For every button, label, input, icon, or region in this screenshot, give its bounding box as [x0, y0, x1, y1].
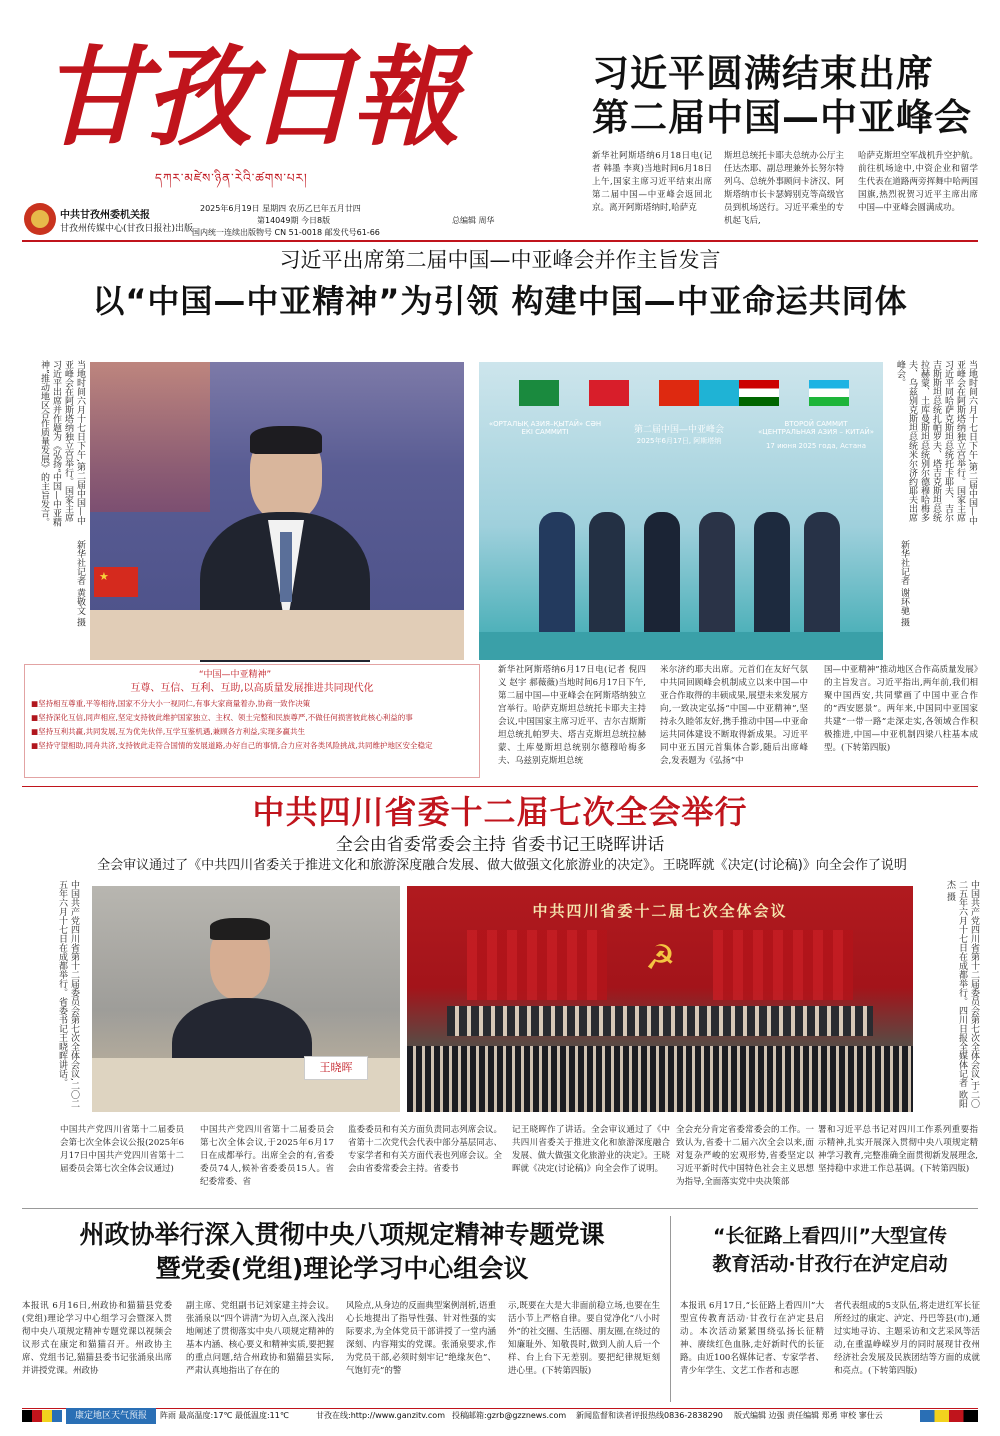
lead-left-credit: 新华社记者 黄敬文 摄 [75, 540, 85, 627]
backdrop-text-right: ВТОРОЙ САММИТ «ЦЕНТРАЛЬНАЯ АЗИЯ – КИТАЙ» [757, 420, 874, 436]
stage-floor [479, 632, 883, 660]
leader-3 [644, 512, 680, 632]
sichuan-col-5: 全会充分肯定省委常委会的工作。一致认为,省委十二届六次全会以来,面对复杂严峻的宏观形势,省委坚定以习近平新时代中国特色社会主义思想为指导,全面落实党中央决策部 [676, 1125, 814, 1187]
longmarch-headline-line-2: 教育活动·甘孜行在泸定启动 [712, 1253, 948, 1275]
flag-tajikistan [739, 380, 779, 406]
top-headline-line-1: 习近平圆满结束出席 [592, 52, 934, 95]
issue-codes: 国内统一连续出版物号 CN 51-0018 邮发代号61-66 [192, 228, 380, 237]
backdrop-text-center-sub: 2025年6月17日, 阿斯塔纳 [636, 437, 722, 445]
cppcc-headline-line-2: 暨党委(党组)理论学习中心组会议 [155, 1254, 529, 1283]
footer-color-strip-right [920, 1410, 978, 1422]
flag-china [659, 380, 699, 406]
speaker-tie [280, 532, 292, 602]
leader-5 [754, 512, 790, 632]
photo-backdrop-red [90, 362, 210, 512]
leader-4 [699, 512, 735, 632]
masthead-divider [22, 240, 978, 242]
lead-right-credit: 新华社记者 谢环驰 摄 [899, 540, 909, 627]
backdrop-text-left: «ОРТАЛЫҚ АЗИЯ–ҚЫТАЙ» СӘН ЕКІ САММИТІ [488, 420, 602, 436]
cppcc-col-3: 风险点,从身边的反面典型案例剖析,语重心长地提出了指导性强、针对性强的实际要求,为全体党员干部讲授了一堂内涵深刻、内容翔实的党课。张涌泉要求,作为党员干部,必须时刻牢记“绝缘灰色”、气饱钉壳”的警 [346, 1301, 496, 1376]
audience-rows [407, 1046, 913, 1112]
sichuan-left-caption: 中国共产党四川省第十二届委员会第七次全体会议,二〇二五年六月十七日在成都举行。省委书记王晓晖讲话。 [57, 880, 79, 1108]
chief-editor: 总编辑 周华 [452, 216, 495, 225]
longmarch-col-1: 本报讯 6月17日,“长征路上看四川”大型宣传教育活动·甘孜行在泸定县启动。本次活动紧紧围绕弘扬长征精神、赓续红色血脉,走好新时代的长征路。由近100名媒体记者、专家学者、青少年学生、文艺工作者和志愿 [680, 1301, 824, 1376]
issue-number: 第14049期 今日8版 [257, 216, 331, 225]
lead-body-col-1: 新华社阿斯塔纳6月17日电(记者 倪四义 赵宇 郝薇薇)当地时间6月17日下午,第二届中国—中亚峰会在阿斯塔纳独立宫举行。哈萨克斯坦总统托卡耶夫主持会议,中国国家主席习近平、吉尔吉斯斯坦总统扎帕罗夫、塔吉克斯坦总统拉赫蒙、土库曼斯坦总统别尔德穆哈梅多夫、乌兹别克斯坦总统 [498, 665, 646, 766]
flag-kazakhstan [699, 380, 739, 406]
sichuan-photo-right [407, 886, 913, 1112]
weather-forecast: 阵雨 最高温度:17℃ 最低温度:11℃ [160, 1411, 289, 1420]
lead-photo-right [479, 362, 883, 660]
cppcc-headline-line-1: 州政协举行深入贯彻中央八项规定精神专题党课 [79, 1220, 605, 1249]
cppcc-col-1: 本报讯 6月16日,州政协和猫猫县党委(党组)理论学习中心组学习会暨深入贯彻中央八项规定精神专题党课以视频会议形式在康定和猫猫召开。州政协主席、党组书记,猫猫县委书记张涌泉出席并讲授党课。州政协 [22, 1301, 172, 1376]
footer-website: 甘孜在线:http://www.ganzitv.com [316, 1411, 445, 1420]
lead-divider [22, 786, 978, 787]
sichuan-col-1: 中国共产党四川省第十二届委员会第七次全体会议公报(2025年6月17日中国共产党四川省第十二届委员会第七次全体会议通过) [60, 1125, 184, 1174]
spirit-box-item: ■坚持深化互信,同声相应,坚定支持彼此维护国家独立、主权、领土完整和民族尊严,不做任何损害彼此核心利益的事 [31, 713, 413, 722]
spirit-box-item: ■坚持相互尊重,平等相待,国家不分大小一视同仁,有事大家商量着办,协商一致作决策 [31, 699, 311, 708]
spirit-box-title: “中国—中亚精神” [198, 670, 272, 680]
top-story-col-2: 斯坦总统托卡耶夫总统办公厅主任达杰耶、副总理兼外长努尔特列乌、总统外事顾问卡济汉、阿斯塔纳市长卡瑟姆别克等高级官员到机场送行。习近平乘坐的专机起飞后, [724, 151, 844, 226]
top-story-headline [592, 52, 992, 140]
speaker2-hair [210, 918, 270, 940]
spirit-box-item: ■坚持守望相助,同舟共济,支持彼此走符合国情的发展道路,办好自己的事情,合力应对各类风险挑战,共同维护地区安全稳定 [31, 741, 433, 750]
sichuan-banner: 中共四川省委十二届七次全体会议 [532, 902, 788, 920]
weather-label: 康定地区天气预报 [66, 1408, 156, 1424]
sichuan-col-4: 记王晓晖作了讲话。全会审议通过了《中共四川省委关于推进文化和旅游深度融合发展、做大做强文化旅游业的决定》。王晓晖就《决定(讨论稿)》向全会作了说明。 [512, 1125, 670, 1174]
masthead-tibetan: དཀར་མཛེས་ཉིན་རེའི་ཚགས་པར། [155, 171, 308, 185]
issue-date: 2025年6月19日 星期四 农历乙巳年五月廿四 [200, 204, 361, 213]
spirit-box-item: ■坚持互利共赢,共同发展,互为优先伙伴,互学互鉴机遇,兼顾各方利益,实现多赢共生 [31, 727, 306, 736]
lead-headline: 以“中国—中亚精神”为引领 构建中国—中亚命运共同体 [92, 282, 908, 320]
lead-left-caption: 当地时间六月十七日下午,第二届中国—中亚峰会在阿斯塔纳独立宫举行。国家主席习近平出席并作题为《弘扬“中国—中亚精神”推动地区合作质量发展》的主旨发言。 [39, 360, 85, 527]
spirit-item-4: 坚持守望相助,同舟共济,支持彼此走符合国情的发展道路,办好自己的事情,合力应对各类风险挑战,共同维护地区安全稳定 [38, 741, 433, 750]
lead-photo-left [90, 362, 464, 660]
sichuan-headline: 中共四川省委十二届七次全会举行 [252, 793, 748, 831]
lead-right-caption: 当地时间六月十七日下午,第二届中国—中亚峰会在阿斯塔纳独立宫举行。国家主席习近平同哈萨克斯坦总统托卡耶夫、吉尔吉斯斯坦总统扎帕罗夫、塔吉克斯坦总统拉赫蒙、土库曼斯坦总统别尔德穆哈梅多夫、乌兹别克斯坦总统米尔济约耶夫出席峰会。 [895, 360, 977, 525]
leader-1 [539, 512, 575, 632]
footer-hotline: 新闻监督和读者评报热线0836-2838290 [576, 1411, 723, 1420]
lead-body-col-2: 米尔济约耶夫出席。元首们在友好气氛中共同回顾峰会机制成立以来中国—中亚合作取得的丰硕成果,展望未来发展方向,一致决定弘扬“中国—中亚精神”,坚持永久睦邻友好,携手推动中国—中亚命运共同体建设不断取得新成果。习近平同中亚五国元首集体合影,随后出席峰会,发表题为《弘扬“中 [660, 665, 808, 766]
hall-flags-left [467, 930, 607, 1000]
org-emblem-inner [31, 210, 49, 228]
sichuan-col-6: 署和习近平总书记对四川工作系列重要指示精神,扎实开展深入贯彻中央八项规定精神学习教育,完整准确全面贯彻新发展理念,坚持稳中求进工作总基调。(下转第四版) [818, 1125, 978, 1174]
backdrop-text-right-sub: 17 июня 2025 года, Астана [765, 442, 867, 450]
party-emblem-icon: ☭ [645, 938, 676, 978]
speaker-hair [250, 426, 322, 454]
spirit-box [24, 664, 480, 778]
longmarch-headline-line-1: “长征路上看四川”大型宣传 [713, 1225, 947, 1247]
backdrop-text-center: 第二届中国—中亚峰会 [633, 425, 724, 435]
desk [90, 610, 464, 660]
spirit-item-2: 坚持深化互信,同声相应,坚定支持彼此维护国家独立、主权、领土完整和民族尊严,不做任何损害彼此核心利益的事 [38, 713, 413, 722]
footer-color-strip-left [22, 1410, 62, 1422]
flag-turkmenistan [519, 380, 559, 406]
sichuan-col-3: 监委委员和有关方面负责同志列席会议。省第十二次党代会代表中部分基层同志、专家学者和有关方面代表也列席会议。全会由省委常委会主持。省委书 [348, 1125, 502, 1174]
lead-body-col-3: 国—中亚精神”推动地区合作高质量发展》的主旨发言。习近平指出,两年前,我们相聚中国西安,共同擘画了中国中亚合作的“西安愿景”。两年来,中国同中亚国家共建“一带一路”走深走实,各领域合作积极推进,中国—中亚机制四梁八柱基本成型。(下转第四版) [824, 665, 978, 753]
top-story-col-3: 哈萨克斯坦空军战机升空护航。前往机场途中,中资企业和留学生代表在道路两旁挥舞中哈两国国旗,热烈祝贺习近平主席出席中国—中亚峰会圆满成功。 [858, 151, 978, 213]
longmarch-headline [680, 1222, 980, 1278]
column-divider [670, 1216, 671, 1402]
sichuan-deck: 全会审议通过了《中共四川省委关于推进文化和旅游深度融合发展、做大做强文化旅游业的决定》。王晓晖就《决定(讨论稿)》向全会作了说明 [97, 858, 907, 873]
sichuan-subhead: 全会由省委常委会主持 省委书记王晓晖讲话 [335, 835, 665, 855]
sichuan-right-caption: 中国共产党四川省第十二届委员会第七次全体会议,于二〇二五年六月十七日在成都举行。四川日报全媒体记者 欧阳杰 摄 [945, 880, 979, 1108]
flag-uzbekistan [809, 380, 849, 406]
presidium-rows [447, 1006, 873, 1036]
spirit-item-3: 坚持互利共赢,共同发展,互为优先伙伴,互学互鉴机遇,兼顾各方利益,实现多赢共生 [38, 727, 306, 736]
china-flag-star: ★ [99, 570, 109, 583]
org-line-1: 中共甘孜州委机关报 [60, 210, 150, 221]
hall-flags-right [713, 930, 853, 1000]
footer-email: 投稿邮箱:gzrb@gzznews.com [452, 1411, 567, 1420]
org-line-2: 甘孜州传媒中心(甘孜日报社)出版 [60, 224, 194, 234]
sichuan-photo-left [92, 886, 400, 1112]
footer-editors: 版式编辑 边强 责任编辑 郑勇 审校 寥仕云 [734, 1411, 883, 1420]
longmarch-col-2: 者代表组成的5支队伍,将走进红军长征所经过的康定、泸定、丹巴等县(市),通过实地寻访、主题采访和文艺采风等活动,在重温峥嵘岁月的同时展现甘孜州经济社会发展及民族团结等方面的成就和亮点。(下转第四版) [834, 1301, 980, 1376]
sichuan-col-2: 中国共产党四川省第十二届委员会第七次全体会议,于2025年6月17日在成都举行。出席全会的有,省委委员74人,候补省委委员15人。省纪委常委、省 [200, 1125, 334, 1187]
cppcc-col-4: 示,既要在大是大非面前稳立场,也要在生活小节上严格自律。要自觉净化“八小时外”的社交圈、生活圈、朋友圈,在绕过的知廉耻外、知敬畏时,做到人前人后一个样、台上台下无差别。要把纪律规矩刻进心里。(下转第四版) [508, 1301, 660, 1376]
flag-kyrgyzstan [589, 380, 629, 406]
nameplate: 王晓晖 [304, 1056, 368, 1080]
sichuan-divider [22, 1208, 978, 1209]
top-headline-line-2: 第二届中国—中亚峰会 [592, 96, 972, 139]
cppcc-headline [22, 1218, 662, 1286]
leader-2 [589, 512, 625, 632]
masthead-logo: 甘孜日報 [40, 35, 457, 161]
lead-kicker: 习近平出席第二届中国—中亚峰会并作主旨发言 [279, 248, 721, 272]
top-story-col-1: 新华社阿斯塔纳6月18日电(记者 韩墨 李爽)当地时间6月18日上午,国家主席习近平结束出席第二届中国—中亚峰会返回北京。离开阿斯塔纳时,哈萨克 [592, 151, 712, 213]
spirit-box-subtitle: 互尊、互信、互利、互助,以高质量发展推进共同现代化 [130, 683, 374, 694]
leader-6 [804, 512, 840, 632]
cppcc-col-2: 副主席、党组副书记刘家建主持会议。张涌泉以“四个讲清”为切入点,深入浅出地阐述了贯彻落实中央八项规定精神的基本内涵、核心要义和精神实质,要把握的重点问题,结合州政协和猫猫县实际,严肃认真地指出了存在的 [186, 1301, 334, 1376]
spirit-item-1: 坚持相互尊重,平等相待,国家不分大小一视同仁,有事大家商量着办,协商一致作决策 [38, 699, 311, 708]
